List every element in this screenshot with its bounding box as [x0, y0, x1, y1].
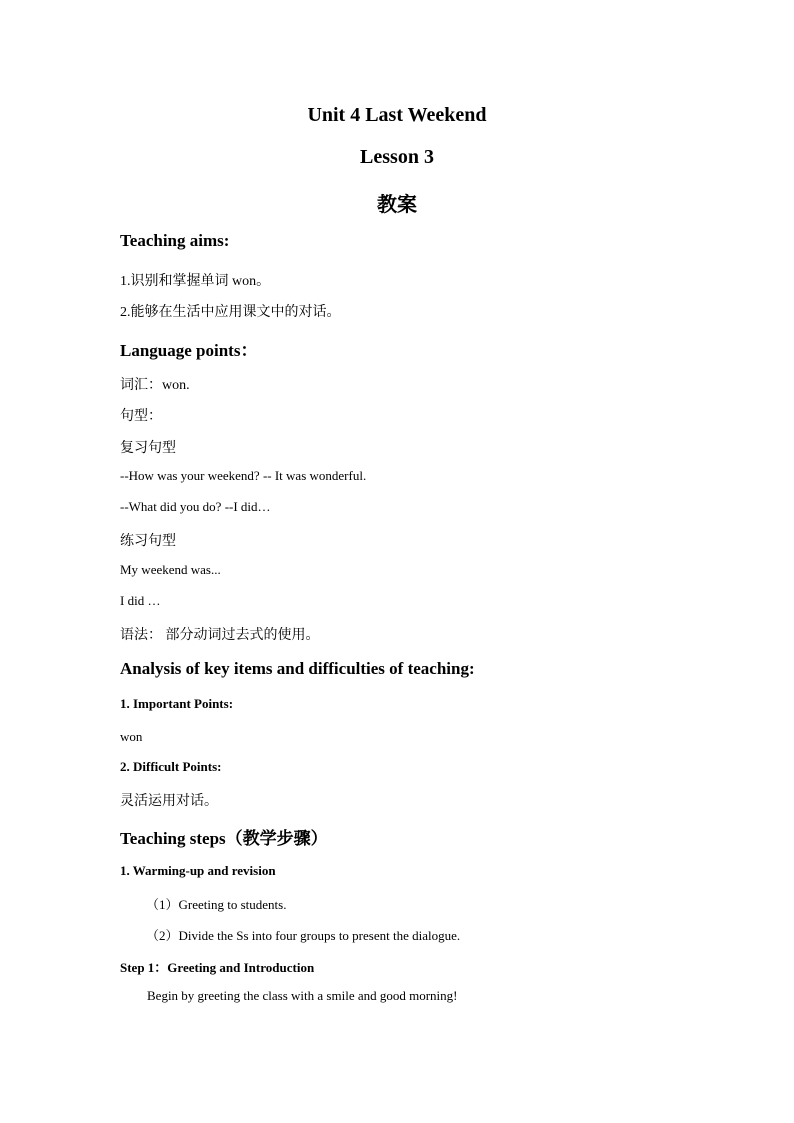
analysis-heading: Analysis of key items and difficulties of teaching: — [120, 659, 475, 678]
important-value: won — [120, 729, 143, 744]
vocab-line: 词汇：won. — [120, 378, 190, 393]
warmup-item: （2）Divide the Ss into four groups to present the dialogue. — [146, 928, 461, 943]
lesson-title: Lesson 3 — [360, 146, 434, 168]
steps-heading: Teaching steps（教学步骤） — [120, 829, 328, 848]
review-line: --How was your weekend? -- It was wonderful. — [120, 468, 367, 483]
aims-heading: Teaching aims: — [120, 231, 230, 250]
aim-item: 1.识别和掌握单词 won。 — [120, 274, 271, 289]
sentence-label: 句型： — [120, 409, 162, 424]
practice-line: I did … — [120, 593, 161, 608]
subtitle: 教案 — [377, 194, 417, 216]
language-heading: Language points： — [120, 341, 258, 360]
practice-line: My weekend was... — [120, 562, 221, 577]
review-label: 复习句型 — [120, 441, 176, 456]
aim-item: 2.能够在生活中应用课文中的对话。 — [120, 305, 341, 320]
warmup-item: （1）Greeting to students. — [146, 897, 287, 912]
unit-title: Unit 4 Last Weekend — [307, 104, 487, 126]
practice-label: 练习句型 — [120, 534, 176, 549]
step1-label: Step 1：Greeting and Introduction — [120, 960, 315, 975]
difficult-label: 2. Difficult Points: — [120, 759, 222, 774]
important-label: 1. Important Points: — [120, 696, 234, 711]
step1-text: Begin by greeting the class with a smile and good morning! — [147, 988, 458, 1003]
grammar-line: 语法： 部分动词过去式的使用。 — [120, 628, 320, 643]
warmup-label: 1. Warming-up and revision — [120, 863, 276, 878]
difficult-value: 灵活运用对话。 — [120, 794, 218, 809]
review-line: --What did you do? --I did… — [120, 499, 271, 514]
